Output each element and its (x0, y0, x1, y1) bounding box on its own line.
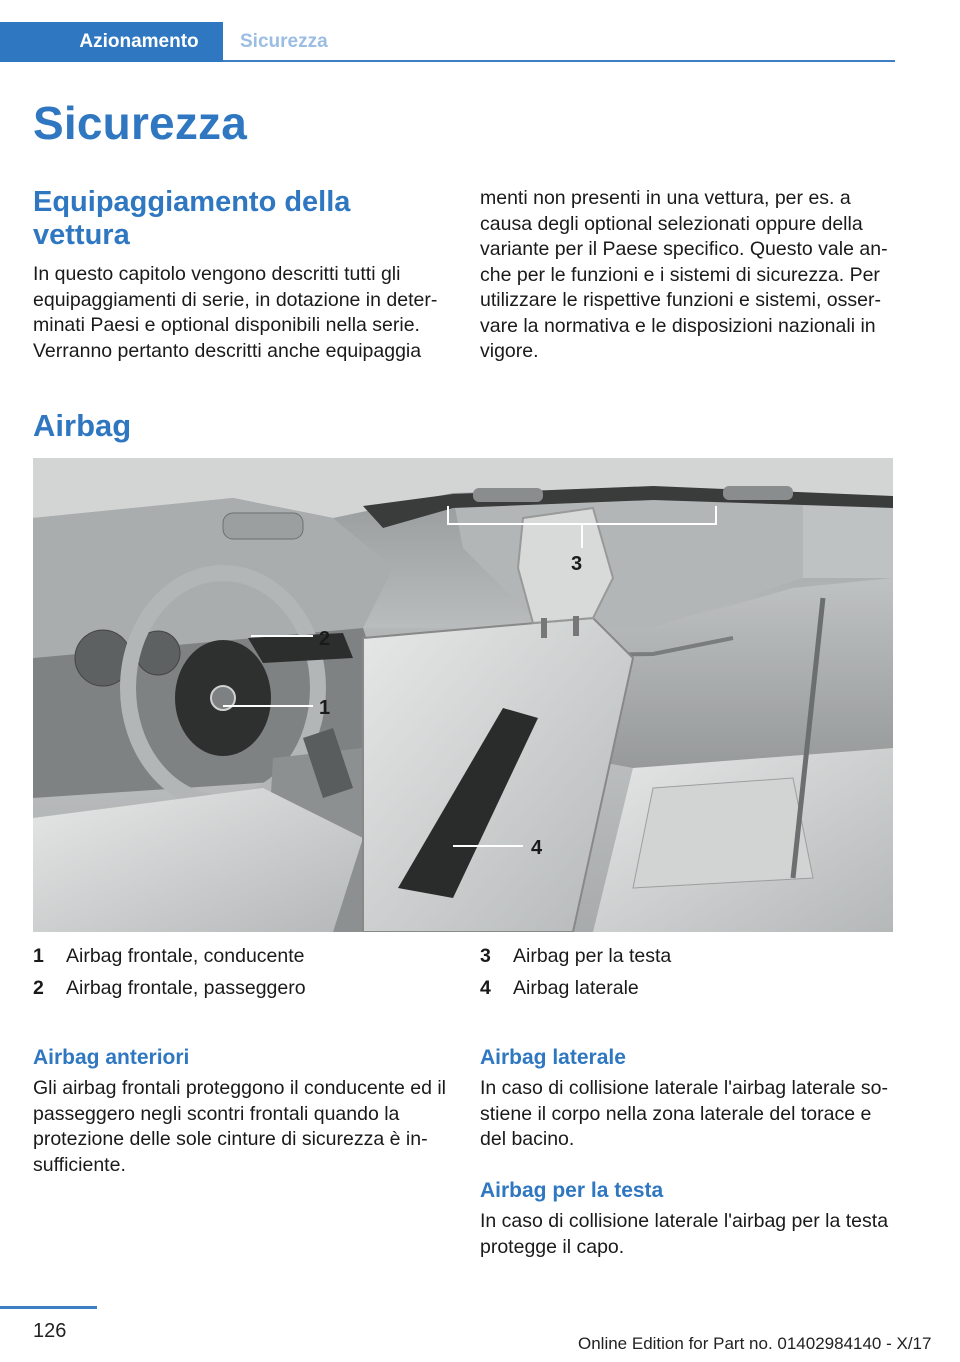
section-paragraph-left: In questo capitolo vengono descritti tutti gli equipaggiamenti di serie, in dotazione in determinati Paesi e optional disponibili nella serie. Verranno pertanto descritti anche equipaggia (33, 263, 438, 362)
airbag-anteriori-title: Airbag anteriori (33, 1046, 190, 1069)
legend-text: Airbag frontale, passeggero (66, 977, 306, 999)
figure-label-1: 1 (319, 697, 331, 719)
airbag-testa-text: In caso di collisione laterale l'airbag per la testa protegge il capo. (480, 1210, 889, 1258)
figure-label-3: 3 (571, 553, 583, 575)
tab-stub (0, 22, 55, 62)
legend-number: 3 (480, 945, 491, 967)
figure-legend-left (33, 940, 306, 1004)
figure-legend-right (480, 940, 671, 1004)
legend-number: 1 (33, 945, 44, 967)
airbag-anteriori-text: Gli airbag frontali proteggono il conducente ed il passeggero negli scontri frontali quando la protezione delle sole cinture di sicurezza è insufficiente. (33, 1077, 447, 1176)
legend-number: 4 (480, 977, 491, 999)
airbag-laterale-text: In caso di collisione laterale l'airbag laterale sostiene il corpo nella zona laterale del torace e del bacino. (480, 1077, 889, 1150)
legend-item (480, 940, 671, 972)
section-title: Equipaggiamento della vettura (33, 186, 351, 251)
section-paragraph-right: menti non presenti in una vettura, per es. a causa degli optional selezionati oppure della variante per il Paese specifico. Questo vale anche per le funzioni e i sistemi di sicurezza. Per utilizzare le rispettive funzioni e sistemi, osservare la normativa e le disposizioni nazionali in vigore. (480, 187, 888, 362)
airbag-testa-title: Airbag per la testa (480, 1179, 664, 1202)
legend-number: 2 (33, 977, 44, 999)
airbag-laterale-title: Airbag laterale (480, 1046, 626, 1069)
legend-item (33, 972, 306, 1004)
edition-note: Online Edition for Part no. 01402984140 - X/17 (578, 1334, 932, 1353)
page-title: Sicurezza (33, 97, 248, 149)
airbag-illustration (33, 458, 893, 932)
airbag-title: Airbag (33, 408, 132, 443)
tab-azionamento[interactable]: Azionamento (55, 22, 223, 62)
figure-label-2: 2 (319, 628, 331, 650)
tab-sicurezza[interactable]: Sicurezza (240, 31, 328, 52)
figure-label-4: 4 (531, 837, 543, 859)
header-tab-bar (0, 22, 895, 62)
legend-text: Airbag frontale, conducente (66, 945, 305, 967)
car-interior-drawing (33, 458, 893, 932)
footer-rule (0, 1306, 97, 1309)
legend-item (33, 940, 306, 972)
legend-text: Airbag per la testa (513, 945, 672, 967)
page-number: 126 (33, 1320, 67, 1342)
legend-text: Airbag laterale (513, 977, 639, 999)
legend-item (480, 972, 671, 1004)
